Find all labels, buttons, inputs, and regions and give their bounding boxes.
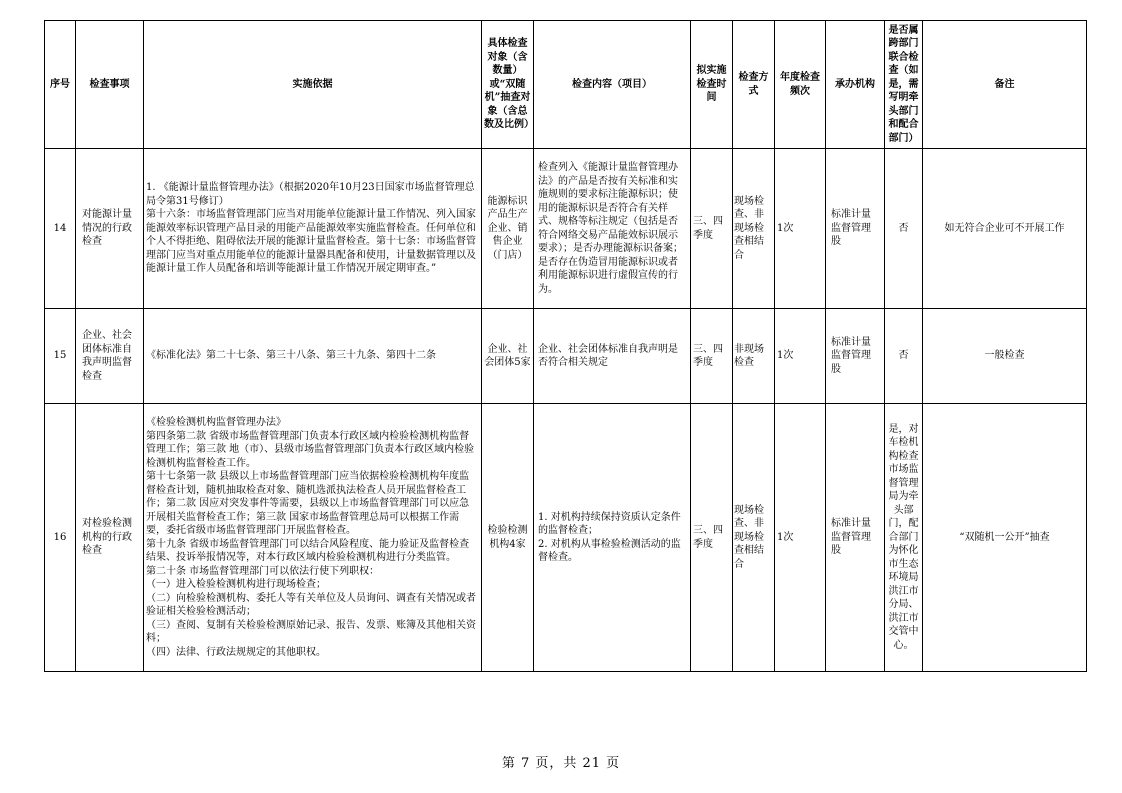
cell-target: 检验检测机构4家 (482, 404, 534, 672)
cell-agency: 标准计量监督管理股 (826, 309, 885, 404)
cell-remarks: 一般检查 (923, 309, 1087, 404)
header-agency: 承办机构 (826, 21, 885, 149)
cell-seq: 16 (45, 404, 76, 672)
table-header-row (45, 21, 1087, 149)
header-matter: 检查事项 (76, 21, 144, 149)
table-row (45, 149, 1087, 309)
header-time: 拟实施检查时间 (691, 21, 733, 149)
cell-seq: 15 (45, 309, 76, 404)
cell-frequency: 1次 (775, 404, 826, 672)
cell-time: 三、四季度 (691, 149, 733, 309)
cell-content: 1. 对机构持续保持资质认定条件的监督检查； 2. 对机构从事检验检测活动的监督检查。 (534, 404, 691, 672)
cell-target: 企业、社会团体5家 (482, 309, 534, 404)
header-seq: 序号 (45, 21, 76, 149)
cell-method: 现场检查、非现场检查相结合 (733, 149, 775, 309)
cell-seq: 14 (45, 149, 76, 309)
cell-target: 能源标识产品生产企业、销售企业（门店） (482, 149, 534, 309)
cell-time: 三、四季度 (691, 309, 733, 404)
cell-joint: 是，对车检机构检查市场监督管理局为牵头部门，配合部门为怀化市生态环境局洪江市分局、洪江市交管中心。 (885, 404, 923, 672)
header-method: 检查方式 (733, 21, 775, 149)
cell-frequency: 1次 (775, 309, 826, 404)
cell-remarks: 如无符合企业可不开展工作 (923, 149, 1087, 309)
cell-content: 企业、社会团体标准自我声明是否符合相关规定 (534, 309, 691, 404)
cell-matter: 对能源计量情况的行政检查 (76, 149, 144, 309)
header-joint: 是否属跨部门联合检查（如是，需写明牵头部门和配合部门） (885, 21, 923, 149)
cell-agency: 标准计量监督管理股 (826, 404, 885, 672)
cell-method: 非现场检查 (733, 309, 775, 404)
cell-remarks: “双随机一公开”抽查 (923, 404, 1087, 672)
page-number: 第 7 页，共 21 页 (501, 756, 621, 771)
inspection-plan-table (44, 20, 1087, 672)
table-row (45, 404, 1087, 672)
cell-method: 现场检查、非现场检查相结合 (733, 404, 775, 672)
table-row (45, 309, 1087, 404)
cell-basis: 1. 《能源计量监督管理办法》（根据2020年10月23日国家市场监督管理总局令第31号修订） 第十六条：市场监督管理部门应当对用能单位能源计量工作情况、列入国家能源效率标识管理产品目录的用能产品能源效率实施监督检查。任何单位和个人不得拒绝、阻碍依法开展的能源计量监督检查。第十七条：市场监督管理部门应当对重点用能单位的能源计量器具配备和使用，计量数据管理以及能源计量工作人员配备和培训等能源计量工作情况开展定期审查。” (144, 149, 482, 309)
cell-basis: 《检验检测机构监督管理办法》 第四条第二款 省级市场监督管理部门负责本行政区域内检验检测机构监督管理工作；第三款 地（市）、县级市场监督管理部门负责本行政区域内检验检测机构监督检查工作。 第十七条第一款 县级以上市场监督管理部门应当依据检验检测机构年度监督检查计划，随机抽取检查对象、随机选派执法检查人员开展监督检查工作；第二款 因应对突发事件等需要，县级以上市场监督管理部门可以应急开展相关监督检查工作；第三款 国家市场监督管理总局可以根据工作需要，委托省级市场监督管理部门开展监督检查。 第十九条 省级市场监督管理部门可以结合风险程度、能力验证及监督检查结果、投诉举报情况等，对本行政区域内检验检测机构进行分类监管。 第二十条 市场监督管理部门可以依法行使下列职权： （一）进入检验检测机构进行现场检查； （二）向检验检测机构、委托人等有关单位及人员询问、调查有关情况或者验证相关检验检测活动； （三）查阅、复制有关检验检测原始记录、报告、发票、账簿及其他相关资料； （四）法律、行政法规规定的其他职权。 (144, 404, 482, 672)
header-target: 具体检查对象（含数量）或“双随机”抽查对象（含总数及比例） (482, 21, 534, 149)
cell-matter: 企业、社会团体标准自我声明监督检查 (76, 309, 144, 404)
cell-time: 三、四季度 (691, 404, 733, 672)
cell-joint: 否 (885, 309, 923, 404)
cell-frequency: 1次 (775, 149, 826, 309)
cell-agency: 标准计量监督管理股 (826, 149, 885, 309)
cell-matter: 对检验检测机构的行政检查 (76, 404, 144, 672)
cell-basis: 《标准化法》第二十七条、第三十八条、第三十九条、第四十二条 (144, 309, 482, 404)
header-basis: 实施依据 (144, 21, 482, 149)
header-frequency: 年度检查频次 (775, 21, 826, 149)
header-content: 检查内容（项目） (534, 21, 691, 149)
cell-joint: 否 (885, 149, 923, 309)
cell-content: 检查列入《能源计量监督管理办法》的产品是否按有关标准和实施规则的要求标注能源标识；使用的能源标识是否符合有关样式、规格等标注规定（包括是否符合网络交易产品能效标识展示要求）；是否办理能源标识备案；是否存在伪造冒用能源标识或者利用能源标识进行虚假宣传的行为。 (534, 149, 691, 309)
header-remarks: 备注 (923, 21, 1087, 149)
